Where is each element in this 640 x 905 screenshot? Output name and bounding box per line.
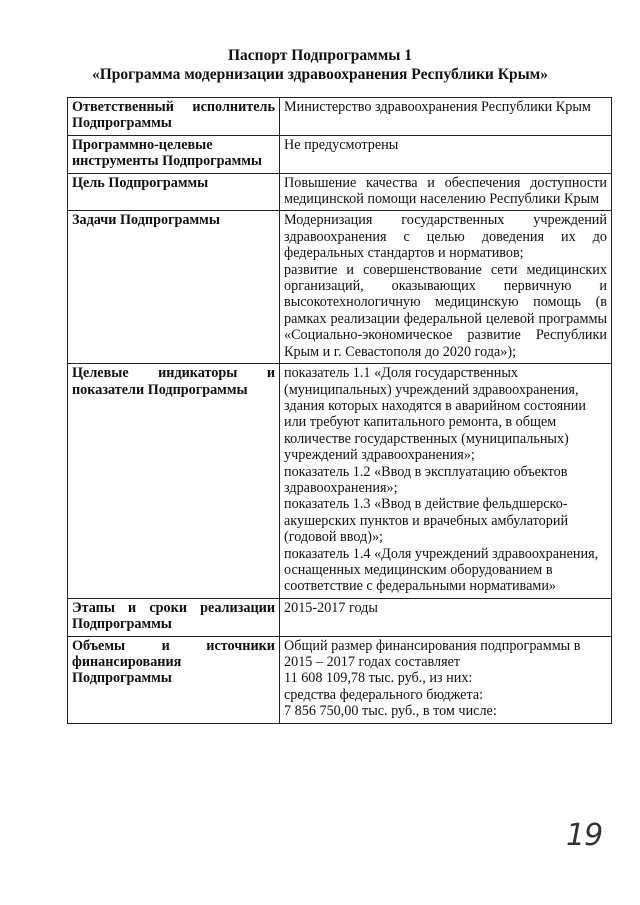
table-row <box>68 173 612 211</box>
value-line: показатель 1.1 «Доля государственных (муниципальных) учреждений здравоохранения, здания которых находятся в аварийном состоянии или требуют капитального ремонта, в общем количестве государственных (муниципальных) учреждений здравоохранения»; <box>284 365 586 464</box>
table-row <box>68 135 612 173</box>
row-value <box>280 211 612 364</box>
value-line: Общий размер финансирования подпрограммы в 2015 – 2017 годах составляет <box>284 637 581 670</box>
value-line: показатель 1.2 «Ввод в эксплуатацию объектов здравоохранения»; <box>284 463 568 496</box>
value-line: Не предусмотрены <box>284 136 399 153</box>
value-line: показатель 1.3 «Ввод в действие фельдшерско-акушерских пунктов и врачебных амбулаторий (годовой ввод)»; <box>284 496 569 546</box>
value-line: 11 608 109,78 тыс. руб., из них: <box>284 670 473 687</box>
row-value <box>280 364 612 599</box>
row-label: Программно-целевые инструменты Подпрограммы <box>68 135 280 173</box>
value-line: показатель 1.4 «Доля учреждений здравоохранения, оснащенных медицинским оборудованием в соответствие с федеральными нормативами» <box>284 545 599 595</box>
title-line-2: «Программа модернизации здравоохранения Республики Крым» <box>91 66 548 83</box>
table-row <box>68 98 612 136</box>
page-number: 19 <box>566 818 603 853</box>
title-line-1: Паспорт Подпрограммы 1 <box>227 47 413 64</box>
row-value <box>280 135 612 173</box>
table-row <box>68 211 612 364</box>
row-label: Целевые индикаторы и показатели Подпрограммы <box>68 364 280 599</box>
value-line: Министерство здравоохранения Республики Крым <box>284 99 591 115</box>
row-label: Этапы и сроки реализации Подпрограммы <box>68 598 280 636</box>
row-label: Цель Подпрограммы <box>68 173 280 211</box>
row-value <box>280 598 612 636</box>
value-line: средства федерального бюджета: <box>284 686 484 703</box>
value-line: 7 856 750,00 тыс. руб., в том числе: <box>284 703 497 720</box>
row-value <box>280 173 612 211</box>
value-line: Модернизация государственных учреждений здравоохранения с целью доведения их до федеральных стандартов и нормативов; <box>284 212 607 262</box>
value-line: Повышение качества и обеспечения доступности медицинской помощи населению Республики Крым <box>284 174 607 208</box>
document-title <box>0 46 640 84</box>
table-row <box>68 364 612 599</box>
passport-table <box>67 97 612 724</box>
row-label: Объемы и источники финансирования Подпрограммы <box>68 636 280 723</box>
value-line: развитие и совершенствование сети медицинских организаций, оказывающих первичную и высокотехнологичную медицинскую помощь (в рамках реализации федеральной целевой программы «Социально-экономическое развитие Республики Крым и г. Севастополя до 2020 года»); <box>284 261 607 360</box>
row-label: Задачи Подпрограммы <box>68 211 280 364</box>
value-line: 2015-2017 годы <box>284 599 378 616</box>
table-row <box>68 636 612 723</box>
row-value <box>280 98 612 136</box>
row-label: Ответственный исполнитель Подпрограммы <box>68 98 280 136</box>
table-row <box>68 598 612 636</box>
row-value <box>280 636 612 723</box>
